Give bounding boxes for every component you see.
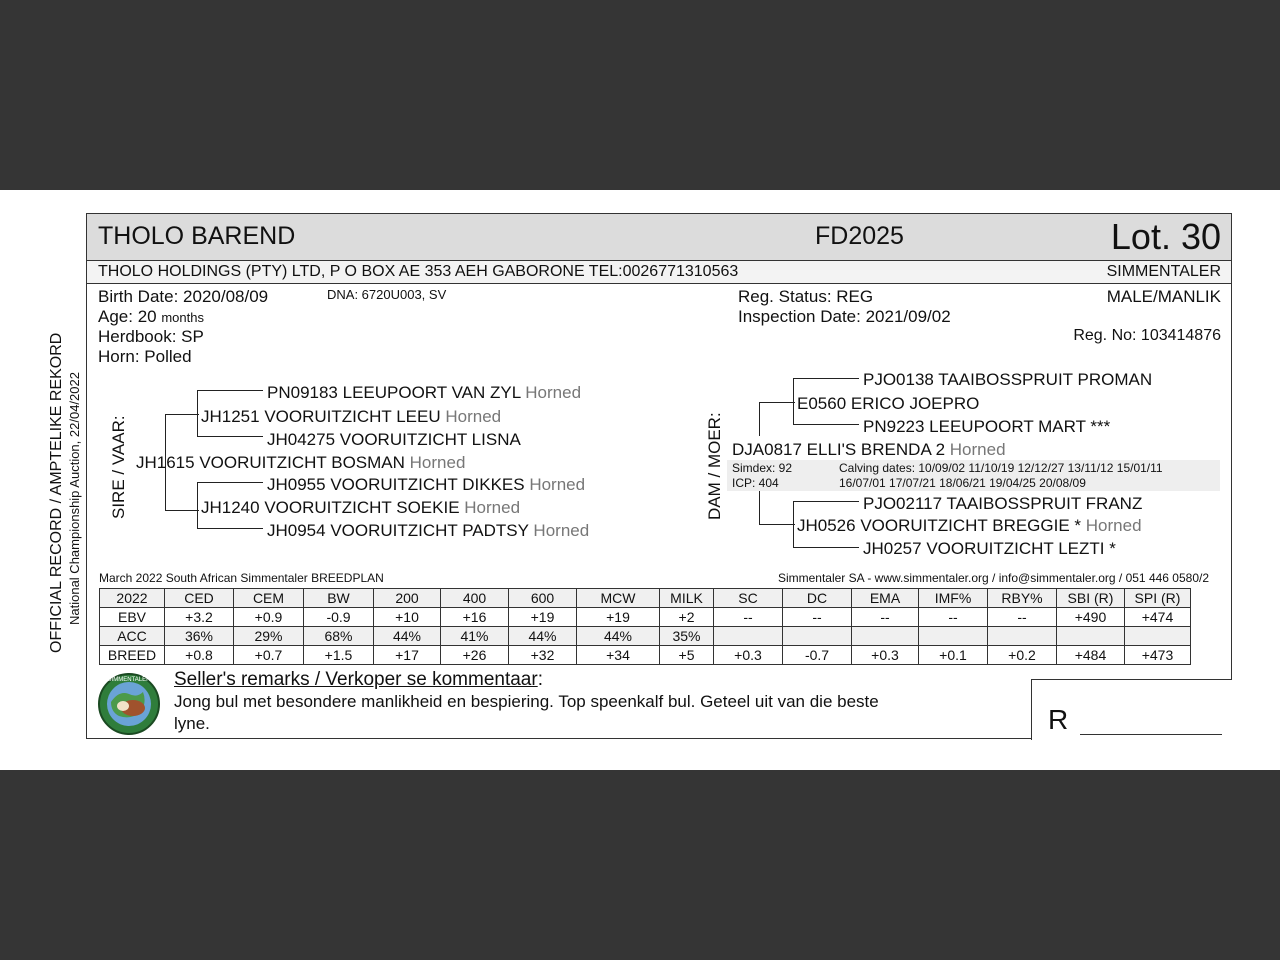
table-header: SBI (R) <box>1057 589 1125 608</box>
sire-gd1: JH1240 VOORUITZICHT SOEKIE Horned <box>201 498 521 517</box>
table-row-acc <box>100 627 1191 646</box>
birth-date: Birth Date: 2020/08/09 <box>98 287 269 306</box>
table-header: CED <box>165 589 234 608</box>
sire-ggd2: JH0954 VOORUITZICHT PADTSY Horned <box>267 521 590 540</box>
simdex: Simdex: 92 <box>732 461 793 475</box>
table-cell: +0.3 <box>714 646 783 665</box>
dam-ggd2: JH0257 VOORUITZICHT LEZTI * <box>863 539 1116 558</box>
table-cell: -0.9 <box>304 608 374 627</box>
dam-ggs1: PJO0138 TAAIBOSSPRUIT PROMAN <box>863 370 1153 389</box>
auction-label: National Championship Auction, 22/04/2022 <box>67 372 82 625</box>
icp: ICP: 404 <box>732 476 779 490</box>
table-cell: -- <box>852 608 919 627</box>
owner-row <box>87 261 1231 284</box>
dam-performance-box <box>727 460 1220 491</box>
table-header: MILK <box>660 589 714 608</box>
table-cell: +473 <box>1125 646 1191 665</box>
table-cell: 44% <box>374 627 441 646</box>
table-header: IMF% <box>919 589 988 608</box>
table-cell: -- <box>988 608 1057 627</box>
table-cell: +19 <box>509 608 577 627</box>
animal-code: FD2025 <box>815 222 904 250</box>
dam-name: DJA0817 ELLI'S BRENDA 2 Horned <box>732 440 1006 459</box>
price-box <box>1031 679 1232 740</box>
table-header: CEM <box>234 589 304 608</box>
reg-number: Reg. No: 103414876 <box>1073 327 1221 344</box>
table-cell <box>852 627 919 646</box>
table-cell: +0.2 <box>988 646 1057 665</box>
table-cell: EBV <box>100 608 165 627</box>
table-cell: +1.5 <box>304 646 374 665</box>
calving-dates-1: Calving dates: 10/09/02 11/10/19 12/12/27 13/11/12 15/01/11 <box>839 461 1163 475</box>
dam-ggs2: PJO02117 TAAIBOSSPRUIT FRANZ <box>863 494 1143 513</box>
table-header: MCW <box>577 589 660 608</box>
dam-label: DAM / MOER: <box>705 412 724 520</box>
price-label: R <box>1048 704 1069 735</box>
calving-dates-2: 16/07/01 17/07/21 18/06/21 19/04/25 20/08/09 <box>839 476 1086 490</box>
table-cell: +490 <box>1057 608 1125 627</box>
simmentaler-logo <box>97 672 161 736</box>
table-header: 400 <box>441 589 509 608</box>
table-cell: +0.1 <box>919 646 988 665</box>
reg-status: Reg. Status: REG <box>738 287 874 306</box>
lot-number: Lot. 30 <box>1110 216 1221 257</box>
sire-ggd1: JH04275 VOORUITZICHT LISNA <box>267 430 521 449</box>
breed-label: SIMMENTALER <box>1106 263 1221 280</box>
title-row <box>87 214 1231 261</box>
logo-text: SIMMENTALER <box>107 677 151 683</box>
table-cell: BREED <box>100 646 165 665</box>
horn-status: Horn: Polled <box>98 347 192 366</box>
age: Age: 20 months <box>98 307 204 326</box>
owner-info: THOLO HOLDINGS (PTY) LTD, P O BOX AE 353 AEH GABORONE TEL:0026771310563 <box>98 263 739 280</box>
dam-gs1: E0560 ERICO JOEPRO <box>797 394 980 413</box>
table-header: DC <box>783 589 852 608</box>
table-cell: +10 <box>374 608 441 627</box>
table-cell: +0.8 <box>165 646 234 665</box>
table-cell: 36% <box>165 627 234 646</box>
price-input-line[interactable] <box>1080 734 1222 735</box>
table-cell: +3.2 <box>165 608 234 627</box>
sire-ggs2: JH0955 VOORUITZICHT DIKKES Horned <box>267 475 586 494</box>
table-row-breed <box>100 646 1191 665</box>
sex-label: MALE/MANLIK <box>1106 287 1221 306</box>
table-header: EMA <box>852 589 919 608</box>
dna-info: DNA: 6720U003, SV <box>327 287 447 302</box>
table-cell <box>1057 627 1125 646</box>
table-cell: 29% <box>234 627 304 646</box>
table-cell <box>714 627 783 646</box>
table-cell: -- <box>783 608 852 627</box>
table-cell: -- <box>714 608 783 627</box>
dam-ggd1: PN9223 LEEUPOORT MART *** <box>863 417 1111 436</box>
table-cell: +0.7 <box>234 646 304 665</box>
table-cell: +484 <box>1057 646 1125 665</box>
table-header: SPI (R) <box>1125 589 1191 608</box>
remarks-line-1: Jong bul met besondere manlikheid en bespiering. Top speenkalf bul. Geteel uit van die beste <box>174 692 879 711</box>
table-cell: +2 <box>660 608 714 627</box>
lot-card <box>86 213 1232 739</box>
table-cell <box>919 627 988 646</box>
table-cell: +0.3 <box>852 646 919 665</box>
table-header: 2022 <box>100 589 165 608</box>
table-cell: -0.7 <box>783 646 852 665</box>
table-header: 600 <box>509 589 577 608</box>
table-cell: -- <box>919 608 988 627</box>
table-cell: 41% <box>441 627 509 646</box>
table-header-row <box>100 589 1191 608</box>
table-cell: +34 <box>577 646 660 665</box>
sire-name: JH1615 VOORUITZICHT BOSMAN Horned <box>136 453 466 472</box>
table-cell <box>1125 627 1191 646</box>
contact-info: Simmentaler SA - www.simmentaler.org / info@simmentaler.org / 051 446 0580/2 <box>777 571 1209 585</box>
remarks-line-2: lyne. <box>174 714 210 733</box>
remarks-heading: Seller's remarks / Verkoper se kommentaar: <box>174 669 543 690</box>
catalogue-sheet <box>0 190 1280 770</box>
table-cell: 44% <box>509 627 577 646</box>
dam-gd1: JH0526 VOORUITZICHT BREGGIE * Horned <box>797 516 1142 535</box>
table-header: 200 <box>374 589 441 608</box>
official-record-label: OFFICIAL RECORD / AMPTELIKE REKORD <box>48 332 65 653</box>
breedplan-source: March 2022 South African Simmentaler BREEDPLAN <box>99 571 384 585</box>
table-cell: +16 <box>441 608 509 627</box>
sire-label: SIRE / VAAR: <box>109 415 128 519</box>
table-cell: 44% <box>577 627 660 646</box>
table-cell: ACC <box>100 627 165 646</box>
table-cell: +5 <box>660 646 714 665</box>
ebv-table <box>99 588 1191 665</box>
table-cell: +19 <box>577 608 660 627</box>
inspection-date: Inspection Date: 2021/09/02 <box>738 307 951 326</box>
table-cell: +32 <box>509 646 577 665</box>
table-cell: +0.9 <box>234 608 304 627</box>
sire-ggs1: PN09183 LEEUPOORT VAN ZYL Horned <box>267 383 582 402</box>
table-cell <box>988 627 1057 646</box>
table-cell: 35% <box>660 627 714 646</box>
table-header: RBY% <box>988 589 1057 608</box>
table-cell <box>783 627 852 646</box>
table-header: SC <box>714 589 783 608</box>
table-header: BW <box>304 589 374 608</box>
sire-gs1: JH1251 VOORUITZICHT LEEU Horned <box>201 407 502 426</box>
animal-name: THOLO BAREND <box>98 222 296 250</box>
table-cell: +474 <box>1125 608 1191 627</box>
table-row-ebv <box>100 608 1191 627</box>
table-cell: +26 <box>441 646 509 665</box>
table-cell: +17 <box>374 646 441 665</box>
herdbook: Herdbook: SP <box>98 327 204 346</box>
table-cell: 68% <box>304 627 374 646</box>
